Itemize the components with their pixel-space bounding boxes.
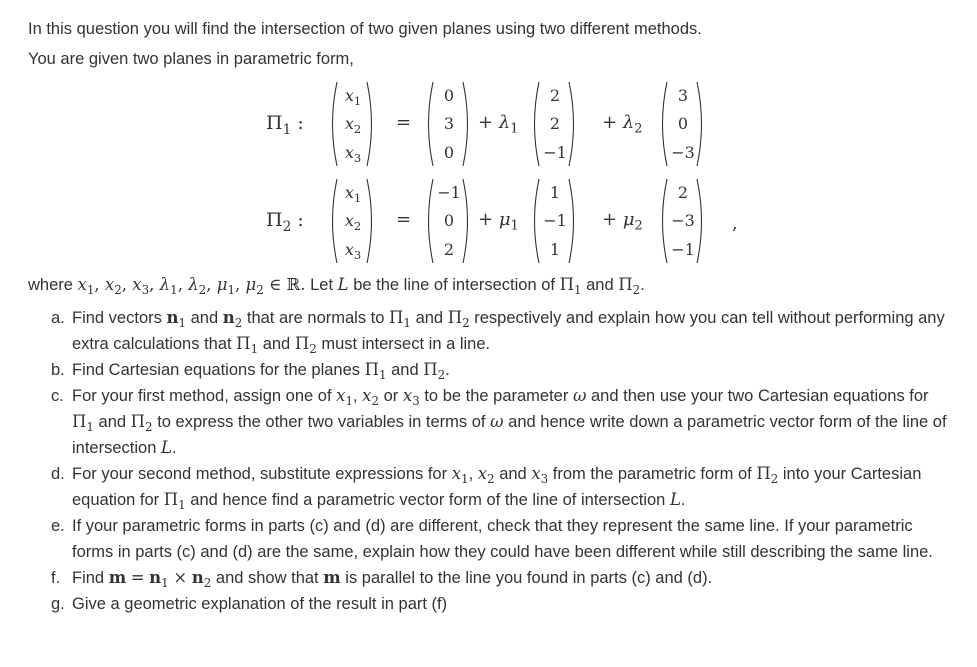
question-part-b xyxy=(51,357,952,383)
plane-1-position-vector-entry: $x_3$ xyxy=(344,143,362,166)
plane-2-position-vector xyxy=(338,178,368,264)
plane-1-direction-2-entry: −3 xyxy=(671,143,695,163)
plane-2-label: $\Pi_2$ : xyxy=(266,209,304,235)
plane-2-direction-2-left-paren xyxy=(658,178,668,264)
plane-1-direction-2-right-paren xyxy=(696,81,706,167)
plane-1-param-2: + $\lambda_2$ xyxy=(602,112,643,137)
plane-1-direction-2 xyxy=(668,81,698,167)
part-marker: g. xyxy=(51,595,65,613)
plane-2-direction-1 xyxy=(540,178,570,264)
where-line xyxy=(28,275,645,298)
plane-1-direction-1-entry: 2 xyxy=(549,114,561,134)
part-marker: a. xyxy=(51,309,65,327)
plane-2-direction-2 xyxy=(668,178,698,264)
plane-2-direction-1-entry: −1 xyxy=(543,211,567,231)
plane-2-direction-2-entry: −1 xyxy=(671,240,695,260)
part-marker: d. xyxy=(51,465,65,483)
plane-2-position-vector-left-paren xyxy=(328,178,338,264)
part-text: If your parametric forms in parts (c) and (d) are different, check that they represent the same line. If your parametric forms in parts (c) and (d) are the same, explain how they could have been different while still describing the same line. xyxy=(72,517,933,561)
plane-1-direction-2-entry: 0 xyxy=(677,114,689,134)
plane-1-position-vector-left-paren xyxy=(328,81,338,167)
where-text: Let L be the line of intersection of $\Pi_1$ and $\Pi_2$. xyxy=(310,275,645,298)
plane-2-direction-1-entry: 1 xyxy=(549,182,561,202)
plane-2-direction-2-entry: −3 xyxy=(671,211,695,231)
plane-1-position-vector xyxy=(338,81,368,167)
part-marker: e. xyxy=(51,517,65,535)
where-prefix: where xyxy=(28,276,73,294)
plane-1-direction-1 xyxy=(540,81,570,167)
plane-1-point-vector-entry: 3 xyxy=(443,114,455,134)
plane-1-point-vector-entry: 0 xyxy=(443,85,455,105)
part-text: Find Cartesian equations for the planes $\Pi_1$ and $\Pi_2$. xyxy=(72,360,450,383)
plane-2-point-vector-right-paren xyxy=(462,178,472,264)
plane-1-point-vector-right-paren xyxy=(462,81,472,167)
plane-1-position-vector-right-paren xyxy=(366,81,376,167)
plane-1-direction-1-entry: −1 xyxy=(543,143,567,163)
question-part-a xyxy=(51,305,952,357)
part-text: Give a geometric explanation of the result in part (f) xyxy=(72,595,448,613)
plane-2-point-vector xyxy=(434,178,464,264)
question-part-f xyxy=(51,565,952,591)
part-text: Find $m = n_1 \times n_2$ and show that m is parallel to the line you found in parts (c) and (d). xyxy=(72,568,713,591)
plane-2-param-2: + $\mu_2$ xyxy=(602,209,643,234)
plane-2-direction-1-right-paren xyxy=(568,178,578,264)
plane-2-trailing-comma: , xyxy=(732,213,738,234)
plane-2-point-vector-entry: 0 xyxy=(443,211,455,231)
where-variables: $x_1$, $x_2$, $x_3$, $\lambda_1$, $\lambda_2$, $\mu_1$, $\mu_2$ ∈ ℝ. xyxy=(77,275,306,298)
intro-line-1: In this question you will find the intersection of two given planes using two different methods. xyxy=(28,20,702,38)
plane-1-direction-1-right-paren xyxy=(568,81,578,167)
plane-1-position-vector-entry: $x_1$ xyxy=(344,85,362,108)
plane-1-label: $\Pi_1$ : xyxy=(266,112,304,138)
question-part-g xyxy=(51,591,952,617)
part-marker: b. xyxy=(51,361,65,379)
plane-1-direction-2-left-paren xyxy=(658,81,668,167)
part-text: For your second method, substitute expressions for $x_1$, $x_2$ and $x_3$ from the parametric form of $\Pi_2$ into your Cartesian equation for $\Pi_1$ and hence find a parametric vector form of the line of intersection L. xyxy=(72,464,922,513)
plane-2-direction-1-left-paren xyxy=(530,178,540,264)
plane-2-position-vector-right-paren xyxy=(366,178,376,264)
plane-2-point-vector-entry: −1 xyxy=(437,182,461,202)
part-text: For your first method, assign one of $x_1$, $x_2$ or $x_3$ to be the parameter ω and then use your two Cartesian equations for $\Pi_1$ and $\Pi_2$ to express the other two variables in terms of ω and hence write down a parametric vector form of the line of intersection L. xyxy=(72,386,947,457)
question-parts xyxy=(51,305,952,617)
question-part-c xyxy=(51,383,952,461)
plane-1-param-1: + $\lambda_1$ xyxy=(478,112,519,137)
plane-1-point-vector xyxy=(434,81,464,167)
plane-1-equals: = xyxy=(396,112,412,133)
part-marker: f. xyxy=(51,569,61,587)
plane-2-direction-1-entry: 1 xyxy=(549,240,561,260)
plane-1-direction-2-entry: 3 xyxy=(677,85,689,105)
part-text: Find vectors $n_1$ and $n_2$ that are normals to $\Pi_1$ and $\Pi_2$ respectively and explain how you can tell without performing any extra calculations that $\Pi_1$ and $\Pi_2$ must intersect in a line. xyxy=(72,308,945,357)
part-marker: c. xyxy=(51,387,64,405)
plane-1-position-vector-entry: $x_2$ xyxy=(344,114,362,137)
plane-1-direction-1-left-paren xyxy=(530,81,540,167)
plane-2-direction-2-right-paren xyxy=(696,178,706,264)
plane-1-point-vector-entry: 0 xyxy=(443,143,455,163)
plane-2-position-vector-entry: $x_2$ xyxy=(344,211,362,234)
plane-2-position-vector-entry: $x_3$ xyxy=(344,240,362,263)
plane-2-position-vector-entry: $x_1$ xyxy=(344,182,362,205)
plane-2-point-vector-entry: 2 xyxy=(443,240,455,260)
plane-2-param-1: + $\mu_1$ xyxy=(478,209,519,234)
question-part-d xyxy=(51,461,952,513)
plane-1-direction-1-entry: 2 xyxy=(549,85,561,105)
question-part-e xyxy=(51,513,952,565)
plane-2-direction-2-entry: 2 xyxy=(677,182,689,202)
intro-line-2: You are given two planes in parametric form, xyxy=(28,50,354,68)
plane-2-point-vector-left-paren xyxy=(424,178,434,264)
plane-2-equals: = xyxy=(396,209,412,230)
plane-1-point-vector-left-paren xyxy=(424,81,434,167)
